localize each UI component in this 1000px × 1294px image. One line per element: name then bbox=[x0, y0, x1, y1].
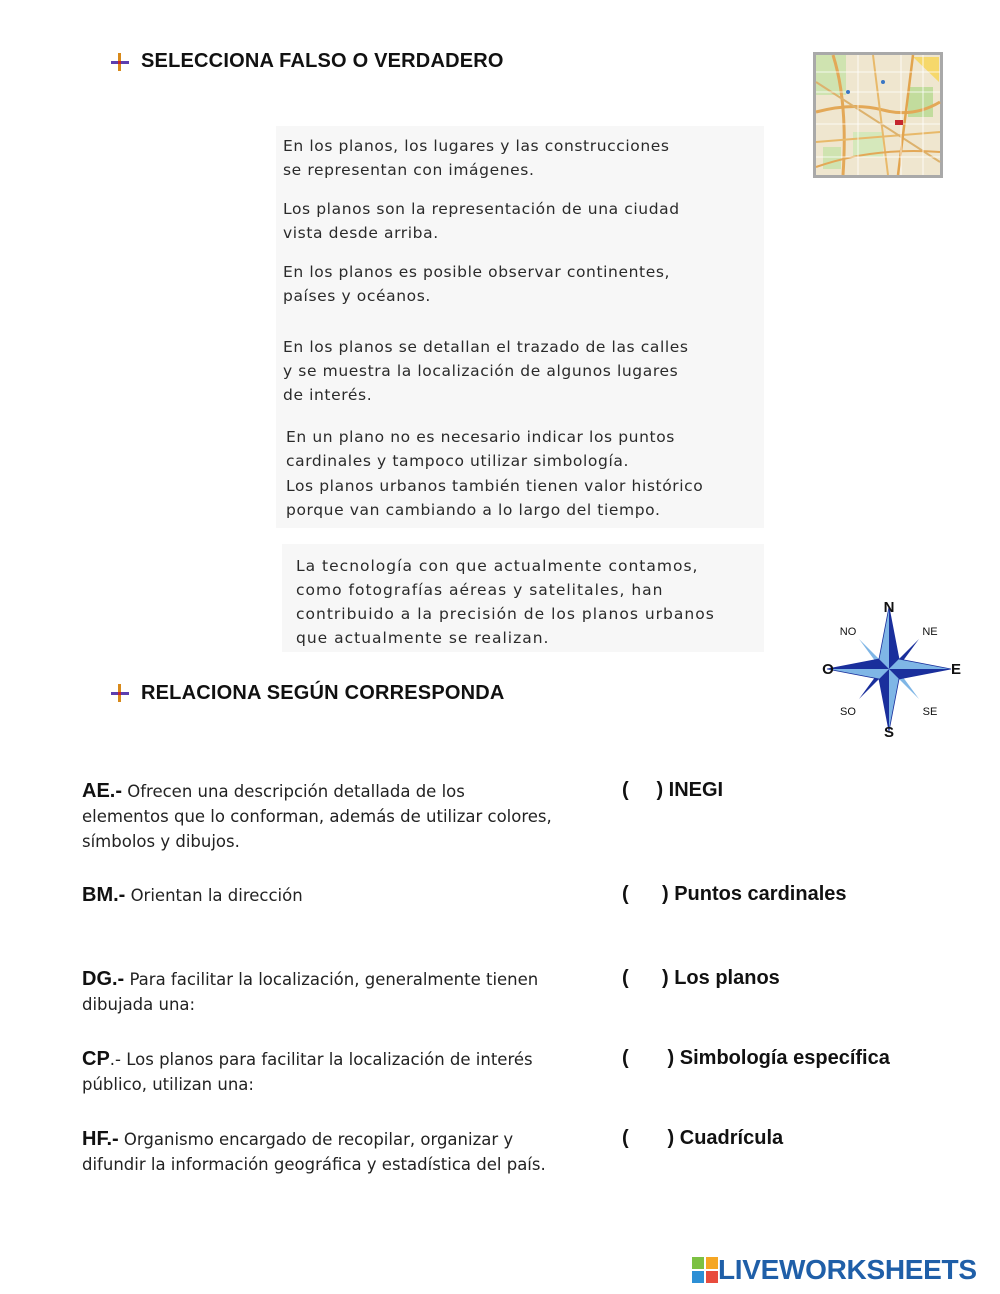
answer-slot-inegi[interactable]: ( ) INEGI bbox=[622, 779, 724, 801]
answer-slot-simbologia[interactable]: ( ) Simbología específica bbox=[622, 1047, 890, 1069]
answer-slot-los-planos[interactable]: ( ) Los planos bbox=[622, 967, 780, 989]
match-item-bm: BM.- Orientan la dirección bbox=[82, 884, 303, 906]
statement-2: Los planos son la representación de una ciudad vista desde arriba. bbox=[283, 200, 680, 242]
statement-7: La tecnología con que actualmente contamos, como fotografías aéreas y satelitales, han contribuido a la precisión de los planos urbanos que actualmente se realizan. bbox=[296, 557, 715, 647]
compass-label-ne: NE bbox=[922, 626, 938, 638]
liveworksheets-mark-icon bbox=[692, 1257, 718, 1283]
match-item-ae: AE.- Ofrecen una descripción detallada de los elementos que lo conforman, además de utilizar colores, símbolos y dibujos. bbox=[82, 780, 552, 851]
compass-label-o: O bbox=[822, 661, 834, 678]
answer-slot-cuadricula[interactable]: ( ) Cuadrícula bbox=[622, 1127, 784, 1149]
statement-5: En un plano no es necesario indicar los puntos cardinales y tampoco utilizar simbología. bbox=[286, 428, 675, 470]
liveworksheets-logo-text: LIVEWORKSHEETS bbox=[718, 1254, 977, 1285]
compass-label-se: SE bbox=[922, 706, 938, 718]
city-map-image bbox=[813, 52, 943, 178]
compass-label-no: NO bbox=[839, 626, 857, 638]
compass-label-s: S bbox=[883, 724, 895, 740]
section-title-true-false: SELECCIONA FALSO O VERDADERO bbox=[141, 50, 504, 72]
statement-4: En los planos se detallan el trazado de las calles y se muestra la localización de algunos lugares de interés. bbox=[283, 338, 689, 404]
compass-label-so: SO bbox=[840, 706, 856, 718]
statement-6: Los planos urbanos también tienen valor histórico porque van cambiando a lo largo del tiempo. bbox=[286, 477, 704, 519]
compass-label-e: E bbox=[950, 661, 962, 678]
cross-bullet-icon bbox=[110, 52, 130, 72]
compass-rose-icon bbox=[818, 594, 962, 740]
match-item-hf: HF.- Organismo encargado de recopilar, organizar y difundir la información geográfica y estadística del país. bbox=[82, 1128, 546, 1174]
cross-bullet-icon bbox=[110, 683, 130, 703]
statement-1: En los planos, los lugares y las construcciones se representan con imágenes. bbox=[283, 137, 670, 179]
match-item-cp: CP.- Los planos para facilitar la localización de interés público, utilizan una: bbox=[82, 1048, 533, 1094]
compass-label-n: N bbox=[883, 599, 895, 616]
answer-slot-puntos-cardinales[interactable]: ( ) Puntos cardinales bbox=[622, 883, 847, 905]
statement-3: En los planos es posible observar continentes, países y océanos. bbox=[283, 263, 671, 305]
section-title-relate: RELACIONA SEGÚN CORRESPONDA bbox=[141, 682, 505, 704]
match-item-dg: DG.- Para facilitar la localización, generalmente tienen dibujada una: bbox=[82, 968, 539, 1014]
liveworksheets-logo bbox=[692, 1255, 977, 1285]
